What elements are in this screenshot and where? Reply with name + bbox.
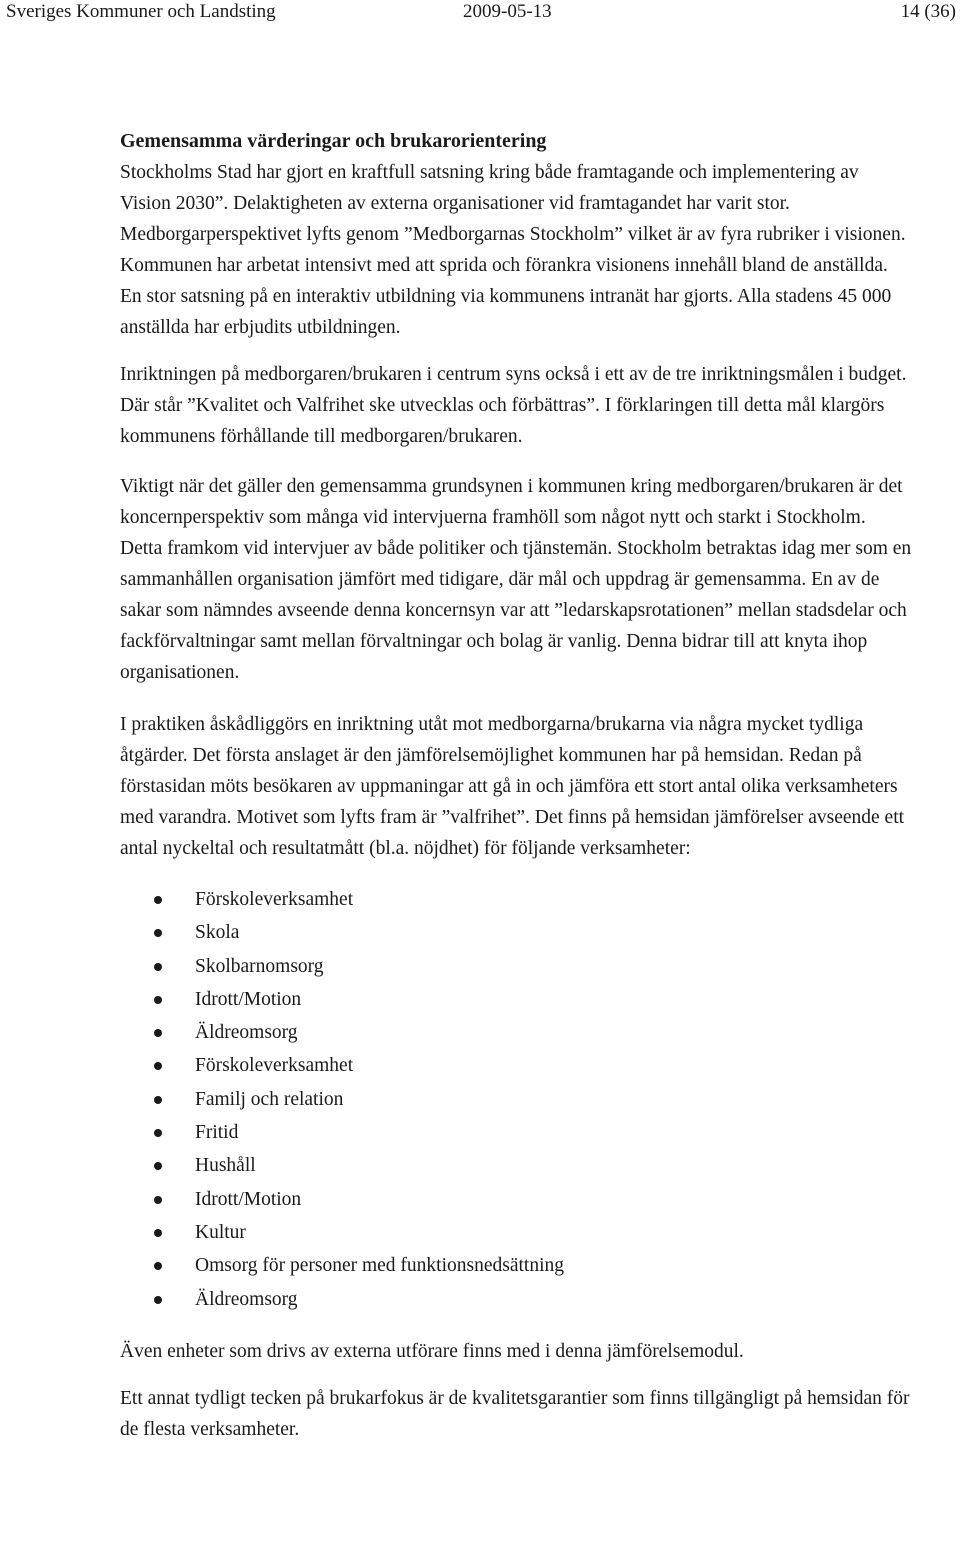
list-item: Skolbarnomsorg [120,950,912,983]
list-item: Skola [120,916,912,949]
list-item: Hushåll [120,1149,912,1182]
paragraph-kvalitetsgarantier: Ett annat tydligt tecken på brukarfokus är de kvalitetsgarantier som finns tillgängligt på hemsidan för de flesta verksamheter. [120,1387,910,1440]
list-item: Omsorg för personer med funktionsnedsättning [120,1249,912,1282]
bullet-icon [154,896,162,904]
bullet-icon [154,929,162,937]
list-item: Äldreomsorg [120,1283,912,1316]
paragraph-externa-utforare: Även enheter som drivs av externa utförare finns med i denna jämförelsemodul. [120,1340,744,1362]
header-date: 2009-05-13 [463,1,552,22]
header-organization: Sveriges Kommuner och Landsting [6,1,276,22]
list-item: Förskoleverksamhet [120,883,912,916]
section-heading: Gemensamma värderingar och brukarorientering [120,130,547,152]
bullet-icon [154,1029,162,1037]
bullet-icon [154,1196,162,1204]
paragraph-vision: Stockholms Stad har gjort en kraftfull satsning kring både framtagande och implementering av Vision 2030”. Delaktigheten av externa organisationer vid framtagandet har varit stor. Medborgarperspektivet lyfts genom ”Medborgarnas Stockholm” vilket är av fyra rubriker i visionen. Kommunen har arbetat intensivt med att sprida och förankra visionens innehåll bland de anställda. En stor satsning på en interaktiv utbildning via kommunens intranät har gjorts. Alla stadens 45 000 anställda har erbjudits utbildningen. [120,162,906,338]
bullet-icon [154,1296,162,1304]
list-item: Kultur [120,1216,912,1249]
bullet-icon [154,1062,162,1070]
document-body [120,126,912,1445]
bullet-icon [154,1162,162,1170]
list-item: Familj och relation [120,1083,912,1116]
verksamheter-list [120,883,912,1316]
list-item: Idrott/Motion [120,983,912,1016]
bullet-icon [154,996,162,1004]
bullet-icon [154,1096,162,1104]
list-item: Äldreomsorg [120,1016,912,1049]
paragraph-inriktning: Inriktningen på medborgaren/brukaren i centrum syns också i ett av de tre inriktningsmålen i budget. Där står ”Kvalitet och Valfrihet ske utvecklas och förbättras”. I förklaringen till detta mål klargörs kommunens förhållande till medborgaren/brukaren. [120,364,907,447]
page-header [0,0,960,30]
paragraph-praktiken: I praktiken åskådliggörs en inriktning utåt mot medborgarna/brukarna via några mycket tydliga åtgärder. Det första anslaget är den jämförelsemöjlighet kommunen har på hemsidan. Redan på förstasidan möts besökaren av uppmaningar att gå in och jämföra ett stort antal olika verksamheters med varandra. Motivet som lyfts fram är ”valfrihet”. Det finns på hemsidan jämförelser avseende ett antal nyckeltal och resultatmått (bl.a. nöjdhet) för följande verksamheter: [120,714,905,859]
bullet-icon [154,1229,162,1237]
list-item: Fritid [120,1116,912,1149]
list-item: Idrott/Motion [120,1183,912,1216]
header-page-number: 14 (36) [900,1,956,22]
bullet-icon [154,1129,162,1137]
list-item: Förskoleverksamhet [120,1049,912,1082]
bullet-icon [154,963,162,971]
bullet-icon [154,1262,162,1270]
paragraph-koncernperspektiv: Viktigt när det gäller den gemensamma grundsynen i kommunen kring medborgaren/brukaren är det koncernperspektiv som många vid intervjuerna framhöll som något nytt och starkt i Stockholm. Detta framkom vid intervjuer av både politiker och tjänstemän. Stockholm betraktas idag mer som en sammanhållen organisation jämfört med tidigare, där mål och uppdrag är gemensamma. En av de sakar som nämndes avseende denna koncernsyn var att ”ledarskapsrotationen” mellan stadsdelar och fackförvaltningar samt mellan förvaltningar och bolag är vanlig. Denna bidrar till att knyta ihop organisationen. [120,476,912,683]
